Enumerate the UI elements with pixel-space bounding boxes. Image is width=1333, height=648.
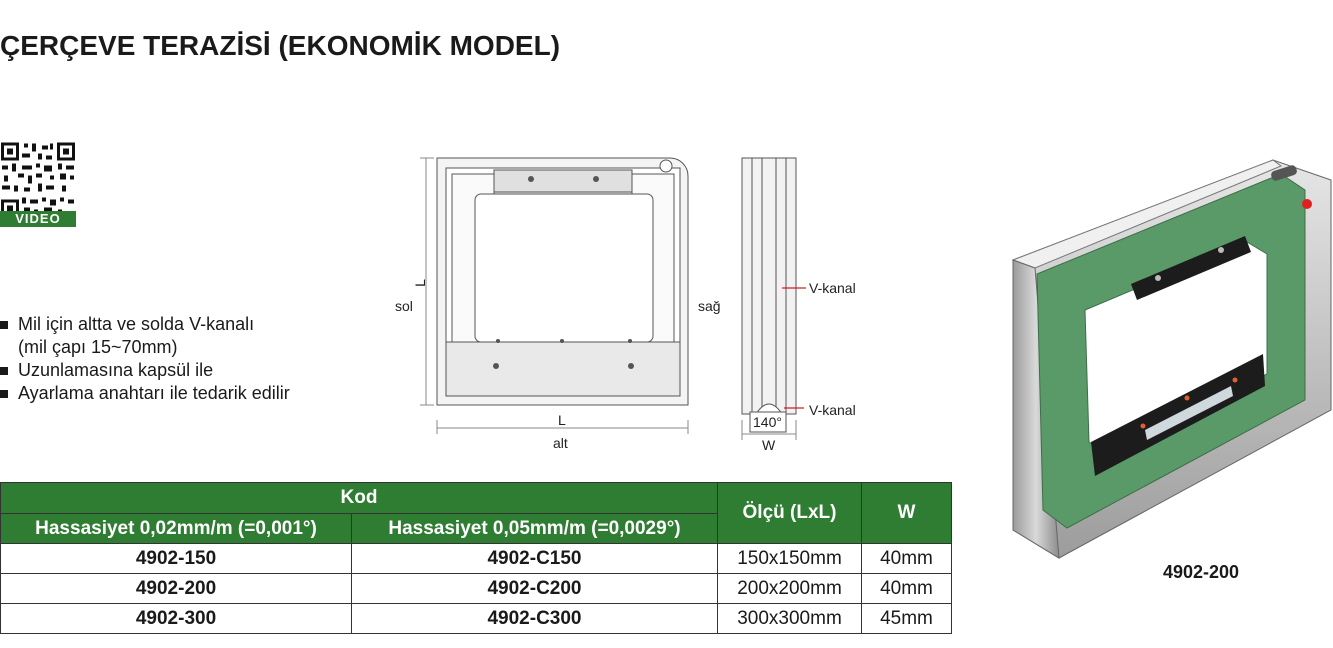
table-header-size: Ölçü (LxL) [718, 483, 862, 544]
dim-label-L-bottom: L [558, 412, 566, 428]
table-header-precision-005: Hassasiyet 0,05mm/m (=0,0029°) [352, 514, 718, 544]
spec-table [0, 482, 952, 634]
video-badge[interactable]: VIDEO [0, 211, 76, 227]
table-row [1, 544, 952, 574]
dim-label-sag: sağ [698, 298, 721, 314]
feature-item: Uzunlamasına kapsül ile [0, 359, 290, 382]
v-kanal-label: V-kanal [809, 402, 856, 418]
table-cell-code: 4902-200 [1, 574, 352, 604]
photo-caption: 4902-200 [1163, 562, 1240, 582]
feature-item-note: (mil çapı 15~70mm) [18, 337, 178, 357]
page-title: ÇERÇEVE TERAZİSİ (EKONOMİK MODEL) [0, 30, 561, 61]
dim-label-L-side: L [411, 279, 428, 287]
table-cell-code: 4902-C150 [352, 544, 718, 574]
frame-level-drawing [390, 150, 870, 460]
table-row [1, 574, 952, 604]
table-cell-code: 4902-150 [1, 544, 352, 574]
table-header-precision-002: Hassasiyet 0,02mm/m (=0,001°) [1, 514, 352, 544]
table-cell-code: 4902-C200 [352, 574, 718, 604]
feature-item: Ayarlama anahtarı ile tedarik edilir [0, 382, 290, 405]
table-row [1, 604, 952, 634]
feature-item: Mil için altta ve solda V-kanalı [0, 313, 290, 336]
table-cell-size: 150x150mm [718, 544, 862, 574]
dim-label-W: W [762, 437, 776, 453]
table-header-kod: Kod [1, 483, 718, 514]
table-cell-size: 300x300mm [718, 604, 862, 634]
table-cell-code: 4902-C300 [352, 604, 718, 634]
table-cell-w: 45mm [862, 604, 952, 634]
technical-drawing [390, 150, 870, 460]
table-header-w: W [862, 483, 952, 544]
table-cell-code: 4902-300 [1, 604, 352, 634]
dim-label-sol: sol [395, 298, 413, 314]
table-cell-w: 40mm [862, 574, 952, 604]
dim-label-alt: alt [553, 435, 568, 451]
angle-label: 140° [753, 414, 782, 430]
table-cell-size: 200x200mm [718, 574, 862, 604]
product-photo [995, 150, 1333, 560]
feature-list [0, 313, 290, 405]
v-kanal-label: V-kanal [809, 280, 856, 296]
table-cell-w: 40mm [862, 544, 952, 574]
